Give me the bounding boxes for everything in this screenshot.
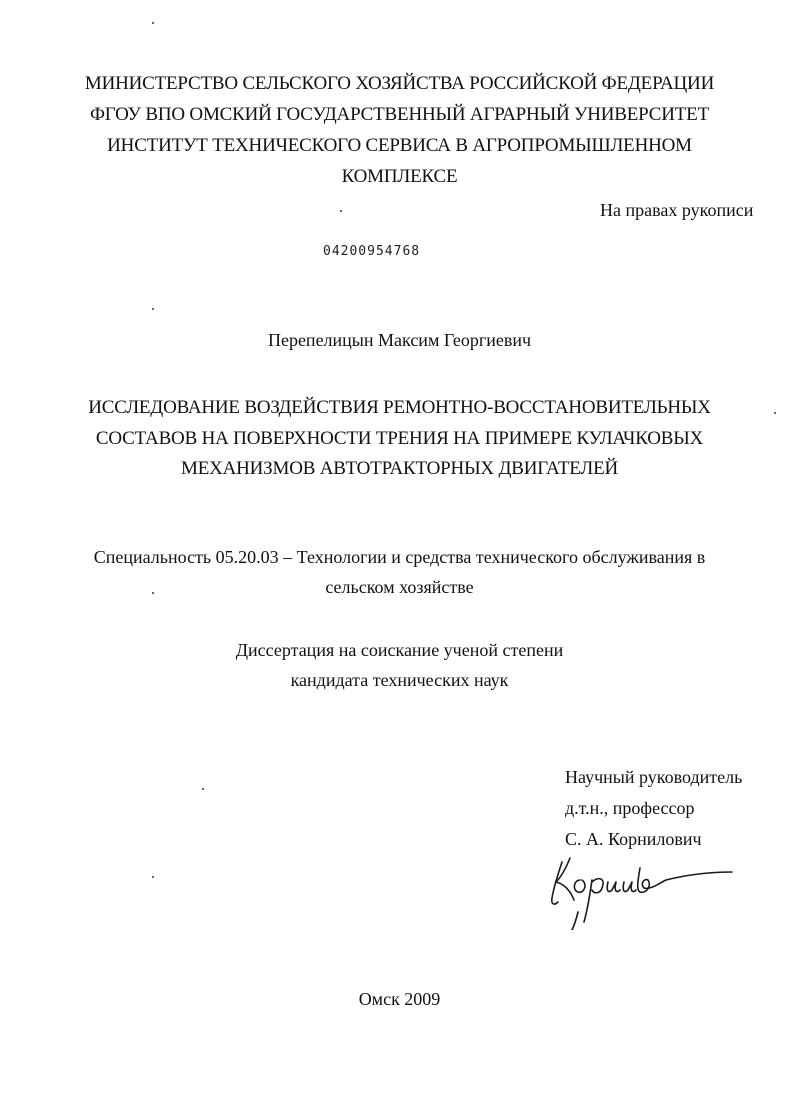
title-line-3: МЕХАНИЗМОВ АВТОТРАКТОРНЫХ ДВИГАТЕЛЕЙ bbox=[181, 458, 618, 479]
header-ministry: МИНИСТЕРСТВО СЕЛЬСКОГО ХОЗЯЙСТВА РОССИЙСКОЙ ФЕДЕРАЦИИ bbox=[84, 73, 715, 94]
scan-speck bbox=[202, 788, 204, 790]
scan-speck bbox=[152, 308, 154, 310]
header-university: ФГОУ ВПО ОМСКИЙ ГОСУДАРСТВЕННЫЙ АГРАРНЫЙ УНИВЕРСИТЕТ bbox=[89, 104, 709, 125]
supervisor-name: С. А. Корнилович bbox=[565, 829, 702, 849]
title-line-1: ИССЛЕДОВАНИЕ ВОЗДЕЙСТВИЯ РЕМОНТНО-ВОССТАНОВИТЕЛЬНЫХ bbox=[88, 397, 711, 418]
specialty-line-1: Специальность 05.20.03 – Технологии и средства технического обслуживания в bbox=[93, 547, 706, 567]
place-year: Омск 2009 bbox=[358, 989, 441, 1009]
author-name: Перепелицын Максим Георгиевич bbox=[267, 330, 532, 350]
scan-speck bbox=[152, 876, 154, 878]
manuscript-note: На правах рукописи bbox=[600, 200, 754, 220]
title-line-2: СОСТАВОВ НА ПОВЕРХНОСТИ ТРЕНИЯ НА ПРИМЕРЕ КУЛАЧКОВЫХ bbox=[95, 428, 704, 449]
supervisor-degree: д.т.н., профессор bbox=[565, 798, 695, 818]
supervisor-role: Научный руководитель bbox=[565, 767, 743, 787]
header-institute: ИНСТИТУТ ТЕХНИЧЕСКОГО СЕРВИСА В АГРОПРОМЫШЛЕННОМ bbox=[107, 135, 692, 156]
dissertation-line-1: Диссертация на соискание ученой степени bbox=[235, 640, 564, 660]
specialty-line-2: сельском хозяйстве bbox=[325, 577, 474, 597]
scan-speck bbox=[152, 22, 154, 24]
scan-speck bbox=[340, 210, 342, 212]
header-institute-cont: КОМПЛЕКСЕ bbox=[341, 166, 458, 187]
dissertation-line-2: кандидата технических наук bbox=[290, 670, 509, 690]
registration-code: 04200954768 bbox=[323, 244, 421, 259]
supervisor-signature bbox=[540, 850, 740, 930]
